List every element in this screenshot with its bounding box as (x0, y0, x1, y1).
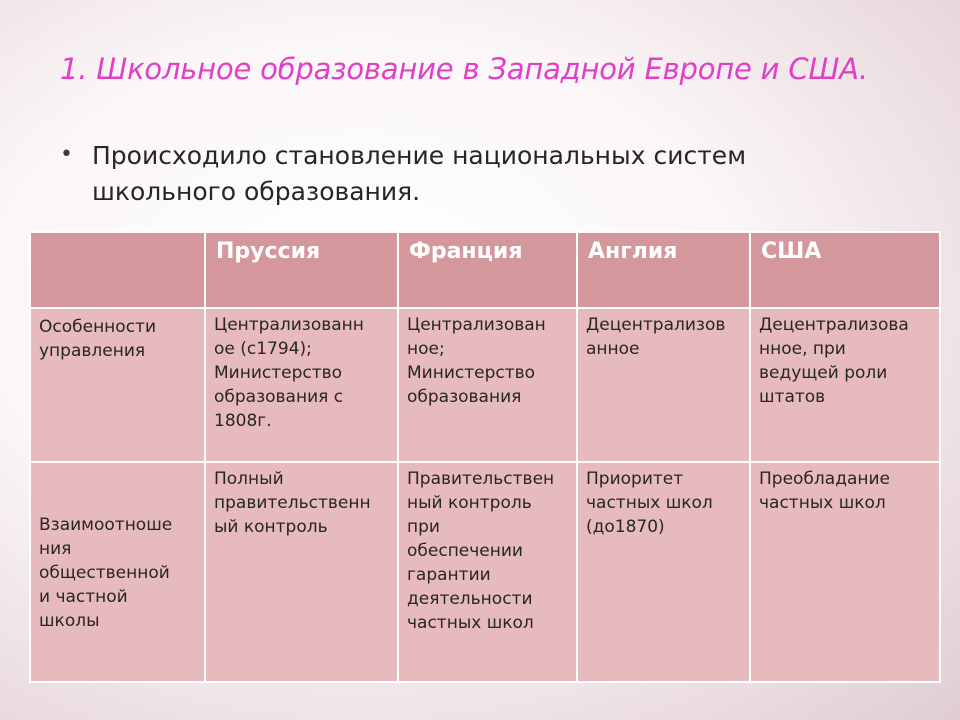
cell-line: анное (586, 339, 640, 359)
row-label-relations (30, 462, 205, 682)
row-label-management (30, 308, 205, 462)
cell-line: частных школ (586, 493, 713, 513)
comparison-table (29, 231, 941, 683)
cell-line: (до1870) (586, 517, 665, 537)
cell-line: Приоритет (586, 469, 684, 489)
header-cell-france (398, 232, 577, 308)
header-prussia-text: Пруссия (216, 239, 321, 264)
table-cell-relations-england (577, 462, 750, 682)
header-france-text: Франция (409, 239, 523, 264)
header-usa-text: США (761, 239, 822, 264)
bullet-text-line: Происходило становление национальных систем (92, 141, 747, 170)
cell-line: ое (с1794); (214, 339, 312, 359)
cell-line: Взаимоотноше (39, 515, 173, 535)
cell-line: обеспечении (407, 541, 523, 561)
cell-line: и частной (39, 587, 128, 607)
header-cell-england (577, 232, 750, 308)
cell-line: ное; (407, 339, 445, 359)
table-row-management (30, 308, 940, 462)
header-cell-corner (30, 232, 205, 308)
cell-line: ый контроль (214, 517, 328, 537)
cell-line: Полный (214, 469, 284, 489)
table-cell-relations-france (398, 462, 577, 682)
cell-line: при (407, 517, 440, 537)
cell-line: управления (39, 341, 146, 361)
table-row-relations (30, 462, 940, 682)
cell-line: образования с (214, 387, 344, 407)
cell-line: Министерство (407, 363, 536, 383)
cell-line: Децентрализова (759, 315, 909, 335)
cell-line: Централизованн (214, 315, 364, 335)
cell-line: школы (39, 611, 100, 631)
cell-line: нное, при (759, 339, 846, 359)
cell-line: Преобладание (759, 469, 890, 489)
cell-line: Особенности (39, 317, 156, 337)
cell-line: ведущей роли (759, 363, 888, 383)
table-cell-relations-usa (750, 462, 940, 682)
bullet-point (60, 138, 880, 210)
cell-line: гарантии (407, 565, 491, 585)
table-cell-management-france (398, 308, 577, 462)
cell-line: частных школ (759, 493, 886, 513)
bullet-text (92, 138, 746, 210)
cell-line: Министерство (214, 363, 343, 383)
cell-line: образования (407, 387, 522, 407)
cell-line: ный контроль (407, 493, 532, 513)
table-cell-relations-prussia (205, 462, 398, 682)
cell-line: частных школ (407, 613, 534, 633)
cell-line: 1808г. (214, 411, 272, 431)
bullet-text-line: школьного образования. (92, 177, 421, 206)
header-cell-prussia (205, 232, 398, 308)
cell-line: Централизован (407, 315, 546, 335)
cell-line: штатов (759, 387, 826, 407)
bullet-dot-icon: • (60, 142, 73, 167)
cell-line: ния (39, 539, 72, 559)
cell-line: деятельности (407, 589, 533, 609)
cell-line: общественной (39, 563, 170, 583)
table-cell-management-england (577, 308, 750, 462)
slide-title: 1. Школьное образование в Западной Европе и США. (60, 52, 868, 86)
table-header-row (30, 232, 940, 308)
header-england-text: Англия (588, 239, 678, 264)
cell-line: Децентрализов (586, 315, 726, 335)
table-cell-management-prussia (205, 308, 398, 462)
cell-line: правительственн (214, 493, 371, 513)
table-cell-management-usa (750, 308, 940, 462)
cell-line: Правительствен (407, 469, 555, 489)
header-cell-usa (750, 232, 940, 308)
header-corner-text (31, 233, 204, 245)
